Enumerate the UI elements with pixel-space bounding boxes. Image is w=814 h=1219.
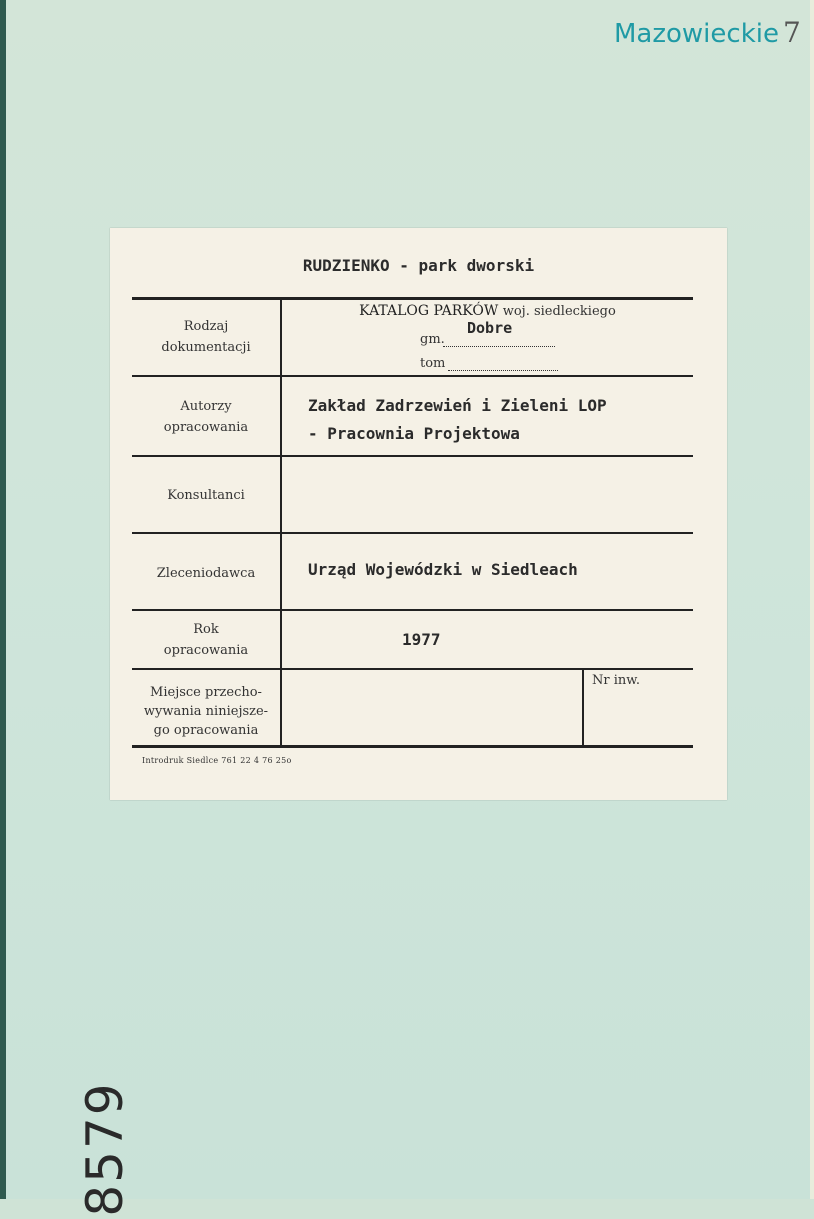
card-title: RUDZIENKO - park dworski [302,256,535,275]
column-divider [280,300,282,745]
nr-inw-label: Nr inw. [592,673,640,688]
archive-number: 8579 [76,1081,134,1217]
label-consultants: Konsultanci [167,488,245,503]
catalog-card [110,228,727,800]
label-doc-type: Rodzaj dokumentacji [161,319,251,355]
rule-3 [132,532,693,534]
label-storage-place: Miejsce przecho- wywania niniejsze- go opracowania [143,685,269,738]
label-client: Zleceniodawca [156,566,256,581]
cover-right-edge [810,0,814,1199]
region-number: 7 [782,16,801,49]
rule-bottom [132,745,693,748]
gm-line [443,346,555,347]
rule-2 [132,455,693,457]
region-stamp [614,16,804,52]
printer-imprint: Introdruk Siedlce 761 22 4 76 25o [142,756,292,765]
gm-label: gm. [420,332,445,347]
label-year: Rok opracowania [163,622,249,658]
region-name: Mazowieckie [614,19,779,49]
year-value: 1977 [402,630,441,649]
tom-line [448,370,558,371]
client-value: Urząd Wojewódzki w Siedleach [308,560,578,579]
authors-line-2: - Pracownia Projektowa [308,424,520,443]
cover-left-edge [0,0,6,1199]
label-authors: Autorzy opracowania [163,399,249,435]
rule-5 [132,668,693,670]
catalog-heading: KATALOG PARKÓW woj. siedleckiego [359,303,616,319]
tom-label: tom [420,356,446,371]
gm-value: Dobre [467,319,513,337]
nr-inw-divider [582,670,584,745]
rule-4 [132,609,693,611]
authors-line-1: Zakład Zadrzewień i Zieleni LOP [308,396,607,415]
rule-top [132,297,693,300]
rule-1 [132,375,693,377]
